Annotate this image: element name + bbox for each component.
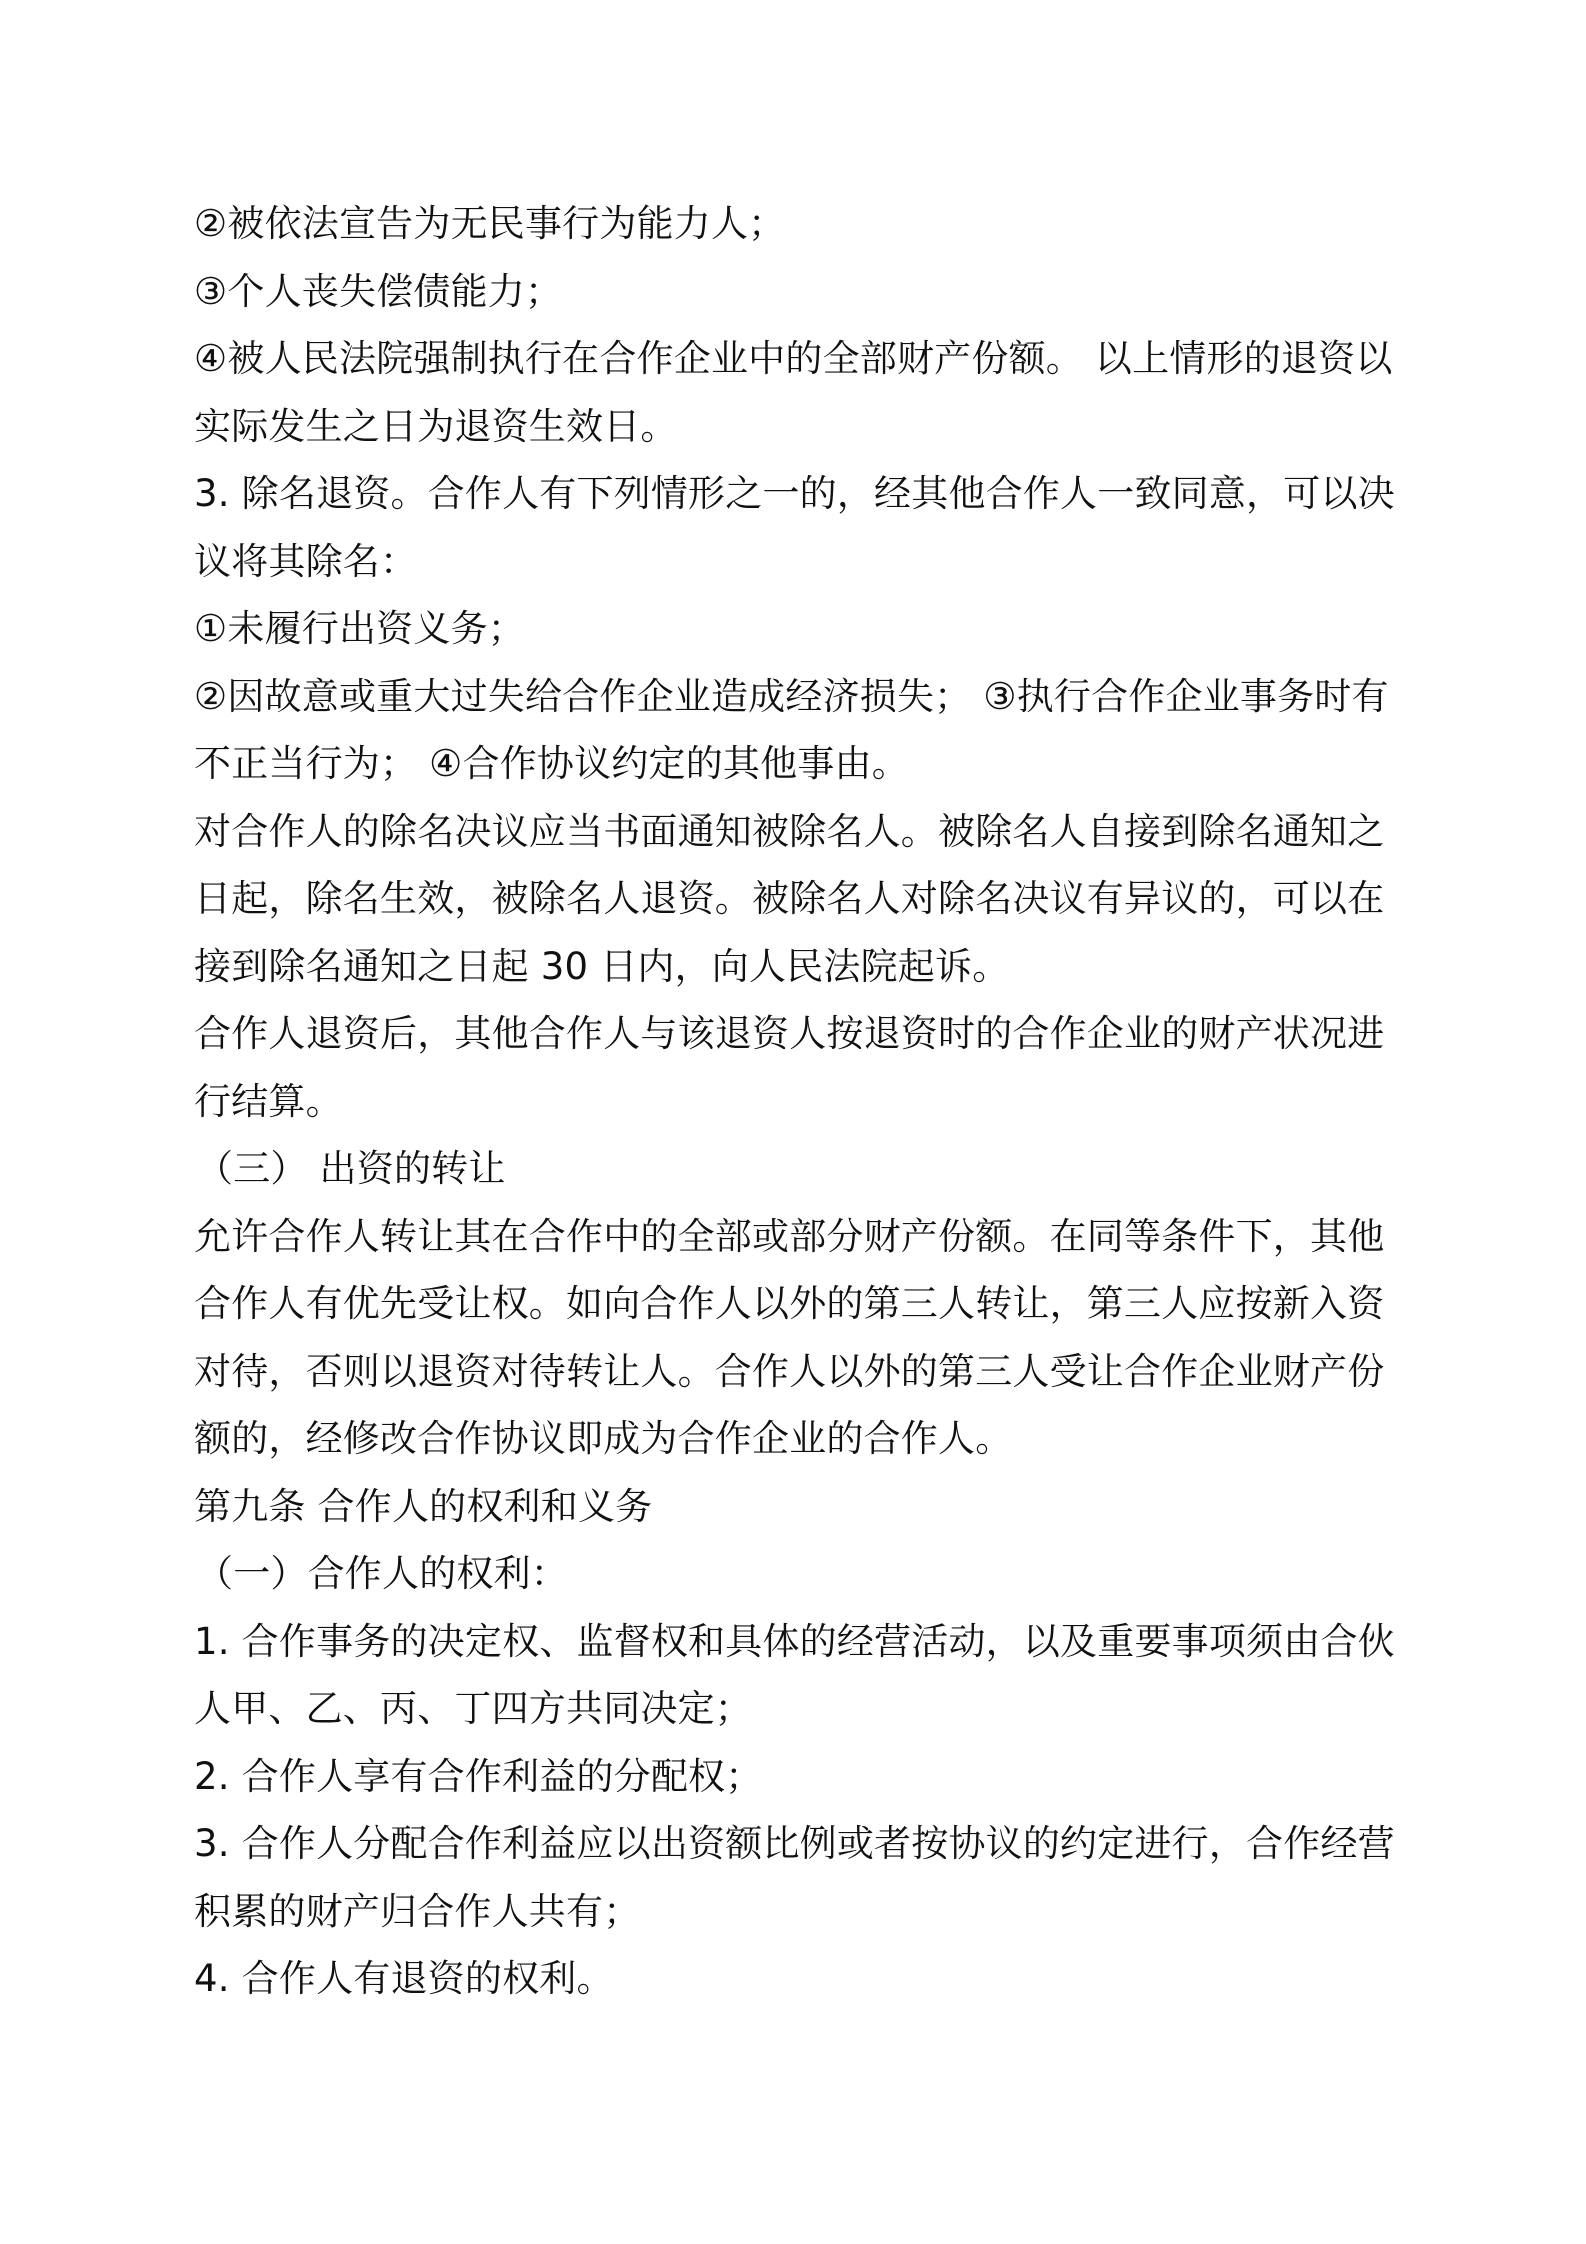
document-body [194,190,1414,2013]
text-line: ②被依法宣告为无民事行为能力人； [194,202,786,245]
section-heading: （一）合作人的权利： [196,1552,568,1595]
text-line: 行结算。 [194,1079,343,1123]
text-line: 4. 合作人有退资的权利。 [194,1957,614,2000]
section-heading: （三） 出资的转让 [196,1147,506,1190]
text-line: ③个人丧失偿债能力； [194,269,563,313]
text-line: 1. 合作事务的决定权、监督权和具体的经营活动，以及重要事项须由合伙 [194,1619,1395,1663]
text-line: ②因故意或重大过失给合作企业造成经济损失； ③执行合作企业事务时有 [194,674,1389,718]
text-line: 2. 合作人享有合作利益的分配权； [194,1754,763,1798]
text-line: 对待，否则以退资对待转让人。合作人以外的第三人受让合作企业财产份 [194,1349,1385,1393]
text-line: 3. 除名退资。合作人有下列情形之一的，经其他合作人一致同意，可以决 [194,472,1395,515]
text-line: 积累的财产归合作人共有； [194,1889,641,1933]
article-heading: 第九条 合作人的权利和义务 [194,1484,653,1528]
text-line: 议将其除名： [194,539,418,583]
text-line: 3. 合作人分配合作利益应以出资额比例或者按协议的约定进行，合作经营 [194,1822,1395,1865]
text-line: 合作人退资后，其他合作人与该退资人按退资时的合作企业的财产状况进 [194,1012,1385,1055]
text-line: 允许合作人转让其在合作中的全部或部分财产份额。在同等条件下，其他 [194,1214,1385,1258]
text-line: 合作人有优先受让权。如向合作人以外的第三人转让，第三人应按新入资 [194,1282,1385,1325]
text-line: 对合作人的除名决议应当书面通知被除名人。被除名人自接到除名通知之 [194,809,1385,853]
text-line: 不正当行为； ④合作协议约定的其他事由。 [194,742,909,785]
text-line: 实际发生之日为退资生效日。 [194,404,678,448]
text-line: ④被人民法院强制执行在合作企业中的全部财产份额。 以上情形的退资以 [194,337,1393,380]
text-line: 接到除名通知之日起 30 日内，向人民法院起诉。 [194,944,1010,988]
text-line: 日起，除名生效，被除名人退资。被除名人对除名决议有异议的，可以在 [194,877,1385,920]
text-line: 额的，经修改合作协议即成为合作企业的合作人。 [194,1417,1013,1460]
text-line: 人甲、乙、丙、丁四方共同决定； [194,1687,752,1730]
text-line: ①未履行出资义务； [194,607,525,650]
